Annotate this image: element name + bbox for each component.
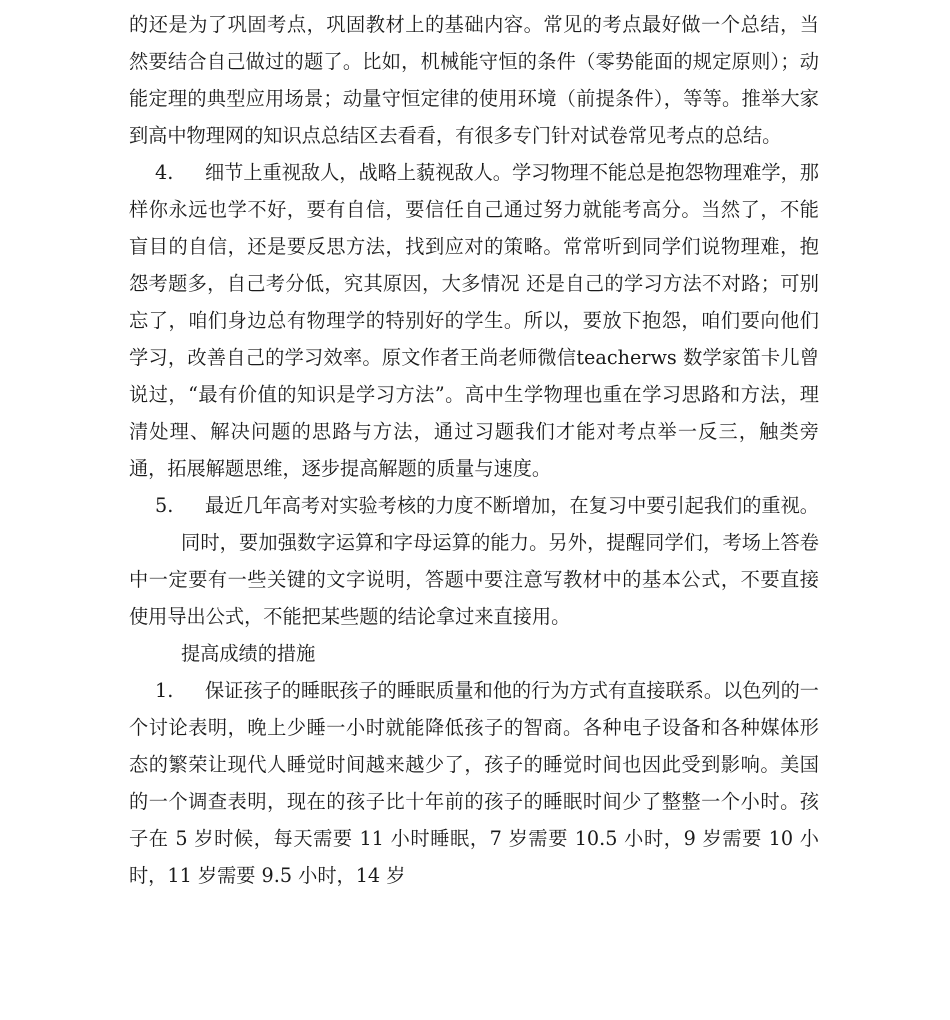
section-heading: 提高成绩的措施	[181, 642, 316, 665]
list-number: 4.	[155, 161, 174, 184]
document-page	[129, 6, 819, 894]
list-item-4	[129, 154, 819, 487]
paragraph-calculation-ability: 同时，要加强数字运算和字母运算的能力。另外，提醒同学们，考场上答卷中一定要有一些关键的文字说明，答题中要注意写教材中的基本公式，不要直接使用导出公式，不能把某些题的结论拿过来直接用。	[129, 531, 819, 628]
paragraph-exam-points: 的还是为了巩固考点，巩固教材上的基础内容。常见的考点最好做一个总结，当然要结合自己做过的题了。比如，机械能守恒的条件（零势能面的规定原则）；动能定理的典型应用场景；动量守恒定律的使用环境（前提条件），等等。推举大家到高中物理网的知识点总结区去看看，有很多专门针对试卷常见考点的总结。	[129, 13, 819, 147]
list-item-1	[129, 672, 819, 894]
list-item-text: 细节上重视敌人，战略上藐视敌人。学习物理不能总是抱怨物理难学，那样你永远也学不好，要有自信，要信任自己通过努力就能考高分。当然了，不能盲目的自信，还是要反思方法，找到应对的策略。常常听到同学们说物理难，抱怨考题多，自己考分低，究其原因，大多情况 还是自己的学习方法不对路；可别忘了，咱们身边总有物理学的特别好的学生。所以，要放下抱怨，咱们要向他们学习，改善自己的学习效率。原文作者王尚老师微信teacherws 数学家笛卡儿曾说过，“最有价值的知识是学习方法”。高中生学物理也重在学习思路和方法，理清处理、解决问题的思路与方法，通过习题我们才能对考点举一反三，触类旁通，拓展解题思维，逐步提高解题的质量与速度。	[129, 161, 819, 480]
list-item-text: 保证孩子的睡眠孩子的睡眠质量和他的行为方式有直接联系。以色列的一个讨论表明，晚上少睡一小时就能降低孩子的智商。各种电子设备和各种媒体形态的繁荣让现代人睡觉时间越来越少了，孩子的睡觉时间也因此受到影响。美国的一个调查表明，现在的孩子比十年前的孩子的睡眠时间少了整整一个小时。孩子在 5 岁时候，每天需要 11 小时睡眠，7 岁需要 10.5 小时，9 岁需要 10 小时，11 岁需要 9.5 小时，14 岁	[129, 679, 819, 887]
list-number: 5.	[155, 494, 174, 517]
list-item-5	[129, 487, 819, 524]
list-number: 1.	[155, 679, 174, 702]
list-item-text: 最近几年高考对实验考核的力度不断增加，在复习中要引起我们的重视。	[205, 494, 819, 517]
